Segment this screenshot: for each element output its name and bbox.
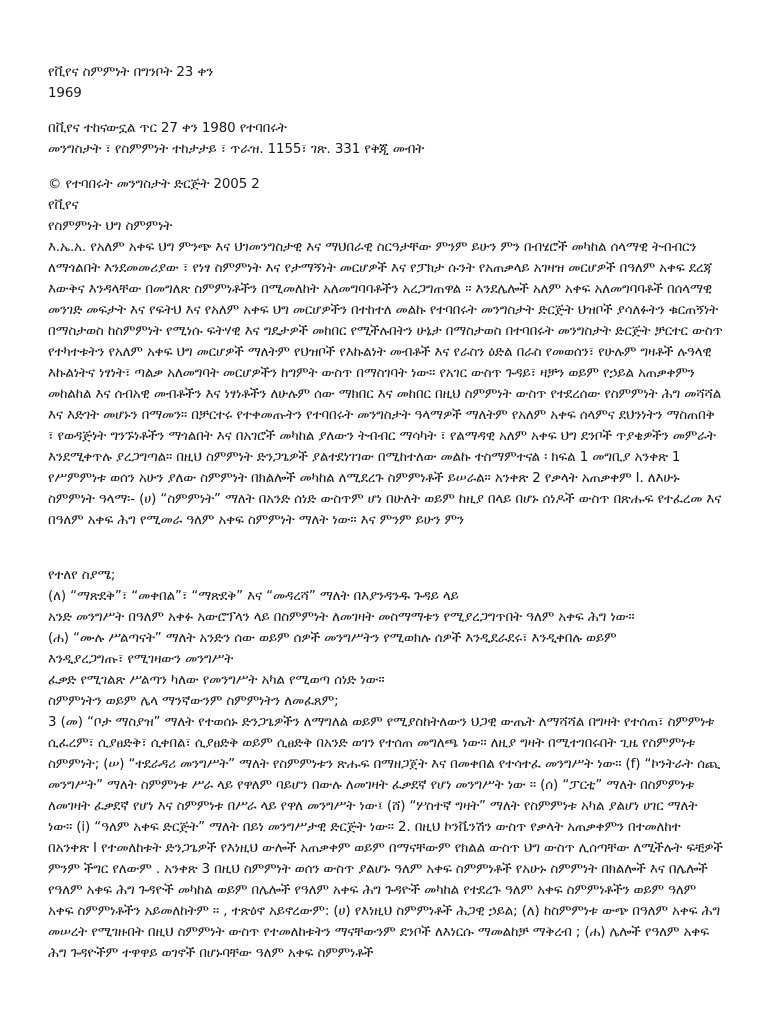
document-header [48,62,724,104]
document-page [48,62,724,964]
preamble-paragraph [48,237,724,531]
definition-line: ፈቃድ የሚገልጽ ሥልጣን ካለው የመንግሥት አካል የሚወጣ ሰነድ ነው። [48,673,385,688]
definitions-heading: የተለየ ስያሜ; [48,568,116,583]
reference-line-2: መንግስታት ፣ የስምምነት ተከታታይ ፣ ጥራዝ. 1155፣ ገጽ. 331 የቅጂ መብት [48,142,425,157]
subtitle-convention: የስምምነት ህግ ስምምነት [48,219,173,234]
copyright-block [48,174,724,237]
definitions-block [48,565,724,712]
preamble-text: እ.ኤ.አ. የአለም አቀፍ ህግ ምንጭ እና ህገመንግስታዊ እና ማህበራዊ ስርዓታቸው ምንም ይሁን ምን በብሄሮች መካከል ሰላማዊ ትብብርን ለማጎልበት እንደመመሪያው ፣ የነፃ ስምምነት እና የታማኝነት መርሆዎች እና የፓክታ ሱንት የአጠቃላይ አገዛዝ መርሆዎች በዓለም አቀፍ ደረጃ እውቅና እንዳላቸው በመግለጽ ስምምነቶችን በሚመለከት አለመግባባቶችን አረጋግጠዋል ። እንደሌሎች አለም አቀፍ አለመግባባቶች በሰላማዊ መንገድ መፍታት እና የፍትህ እና የአለም አቀፍ ህግ መርሆዎችን በተከተለ መልኩ የተባበሩት መንግስታት ድርጅት ህዝቦች ያሳለፉትን ቁርጠኝነት በማስታወስ ከስምምነት የሚነሱ ፍትሃዊ እና ግዴታዎች መከበር የሚችሉበትን ሁኔታ በማስታወስ በተባበሩት መንግስታት ድርጅት ቻርተር ውስጥ የተካተቱትን የአለም አቀፍ ህግ መርሆዎች ማለትም የህዝቦች የእኩልነት መብቶች እና የራስን ዕድል በራስ የመወሰን፣ የሁሉም ግዛቶች ሉዓላዊ እኩልነትና ነፃነት፣ ጣልቃ አለመግባት መርሆዎችን ከግምት ውስጥ በማስገባት ነው። የአገር ውስጥ ጉዳይ፣ ዛቻን ወይም የኃይል አጠቃቀምን መከልከል እና ሰብአዊ መብቶችን እና ነፃነቶችን ለሁሉም ሰው ማክበር እና መከበር በዚህ ስምምነት ውስጥ የተደረሰው የስምምነት ሕግ መሻሻል እና እድገት መሆኑን በማመን። በቻርተሩ የተቀመጡትን የተባበሩት መንግስታት ዓላማዎች ማለትም የአለም አቀፍ ሰላምና ደህንነትን ማስጠበቅ ፣ የወዳጅነት ግንኙነቶችን ማጎልበት እና በአገሮች መካከል ያለውን ትብብር ማሳካት ፣ የልማዳዊ አለም አቀፍ ህግ ደንቦች ጥያቄዎችን መምራት እንደሚቀጥሉ ያረጋግጣል። በዚህ ስምምነት ድንጋጌዎች ያልተደነገገው በሚከተለው መልኩ ተስማምተናል ፡ ክፍል 1 መግቢያ አንቀጽ 1 የሥምምነቱ ወሰን አሁን ያለው ስምምነት በክልሎች መካከል ለሚደረጉ ስምምነቶች ይሠራል። አንቀጽ 2 የቃላት አጠቃቀም I. ለእሁኑ ስምምነት ዓላማ፡- (ሀ) “ስምምነት” ማለት በአንድ ሰነድ ውስጥም ሆነ በሁለት ወይም ከዚያ በላይ በሆኑ ሰነዶች ውስጥ በጽሑፍ የተፈረመ እና በዓለም አቀፍ ሕግ የሚመራ ዓለም አቀፍ ስምምነት ማለት ነው። እና ምንም ይሁን ምን [48,240,723,528]
document-year: 1969 [48,86,82,101]
body-text: 3 (መ) “ቦታ ማስያዝ” ማለት የተወሰኑ ድንጋጌዎችን ለማግለል ወይም የሚያስከትለውን ህጋዊ ውጤት ለማሻሻል በግዛት የተሰጠ፣ ስምምነቱ ሲፈረም፣ ሲያፀድቅ፣ ሲቀበል፣ ሲያፀድቅ ወይም ሲፀድቅ በአንድ ወገን የተሰጠ መግለጫ ነው። ለዚያ ግዛት በሚተገበሩበት ጊዜ የስምምነቱ ስምምነት; (ሠ) “ተደራዳሪ መንግሥት” ማለት የስምምነቱን ጽሑፍ በማዘጋጀት እና በመቀበል የተሳተፈ መንግሥት ነው። (f) “ኮንትራት ሰጪ መንግሥት” ማለት ስምምነቱ ሥራ ላይ የዋለም ባይሆን በውሉ ለመገዛት ፈቃደኛ የሆነ መንግሥት ነው ። (ሰ) “ፓርቲ” ማለት በስምምነቱ ለመገዛት ፈቃደኛ የሆነ እና ስምምነቱ በሥራ ላይ የዋለ መንግሥት ነው፤ (ሸ) “ሦስተኛ ግዛት” ማለት የስምምነቱ አካል ያልሆነ ሀገር ማለት ነው። (i) “ዓለም አቀፍ ድርጅት” ማለት በይነ መንግሥታዊ ድርጅት ነው። 2. በዚህ ኮንቬንሽን ውስጥ የቃላት አጠቃቀምን በተመለከተ በአንቀጽ I የተመለከቱት ድንጋጌዎች የእነዚህ ውሎች አጠቃቀም ወይም በማናቸውም የክልል ውስጥ ህግ ውስጥ ሊሰጣቸው ለሚችሉት ፍቺዎች ምንም ችግር የለውም . አንቀጽ 3 በዚህ ስምምነት ወሰን ውስጥ ያልሆኑ ዓለም አቀፍ ስምምነቶች የአሁኑ ስምምነት በክልሎች እና በሌሎች የዓለም አቀፍ ሕግ ጉዳዮች መካከል ወይም በሌሎች የዓለም አቀፍ ሕግ ጉዳዮች መካከል የተደረጉ ዓለም አቀፍ ስምምነቶችን ወይም ዓለም አቀፍ ስምምነቶችን አይመለከትም ። , ተጽዕኖ አይኖረውም: (ሀ) የእነዚህ ስምምነቶች ሕጋዊ ኃይል; (ለ) ከስምምነቱ ውጭ በዓለም አቀፍ ሕግ መሠረት የሚገዙበት በዚህ ስምምነት ውስጥ የተመለከቱትን ማናቸውንም ደንቦች ለእነርሱ ማመልከቻ ማቅረብ ; (ሐ) ሌሎች የዓለም አቀፍ ሕግ ጉዳዮችም ተዋዋይ ወገኖች በሆኑባቸው ዓለም አቀፍ ስምምነቶች [48,715,723,961]
reference-line-1: በቪየና ተከናውኗል ጥር 27 ቀን 1980 የተባበሩት [48,121,287,136]
definition-line: አንድ መንግሥት በዓለም አቀፉ አውሮፕላን ላይ በስምምነት ለመገዛት መስማማቱን የሚያረጋግጥበት ዓለም አቀፍ ሕግ ነው። [48,610,635,625]
copyright-line: © የተባበሩት መንግስታት ድርጅት 2005 2 [48,177,260,192]
definition-line: እንዲያረጋግጡ፣ የሚገዛውን መንግሥት [48,652,234,667]
document-title: የቪየና ስምምነት በግንቦት 23 ቀን [48,65,214,80]
reference-block [48,118,724,160]
definition-line: ስምምነትን ወይም ሌላ ማንኛውንም ስምምነትን ለመፈጸም; [48,694,339,709]
definition-line: (ለ) “ማጽደቅ”፣ “መቀበል”፣ “ማጽደቅ” እና “መዳረሻ” ማለት በእያንዳንዱ ጉዳይ ላይ [48,589,459,604]
subtitle-vienna: የቪየና [48,198,79,213]
definition-line: (ሐ) “ሙሉ ሥልጣናት” ማለት አንድን ሰው ወይም ሰዎች መንግሥትን የሚወክሉ ሰዎች እንዲደራደሩ፣ እንዲቀበሉ ወይም [48,631,617,646]
body-paragraph [48,712,724,964]
